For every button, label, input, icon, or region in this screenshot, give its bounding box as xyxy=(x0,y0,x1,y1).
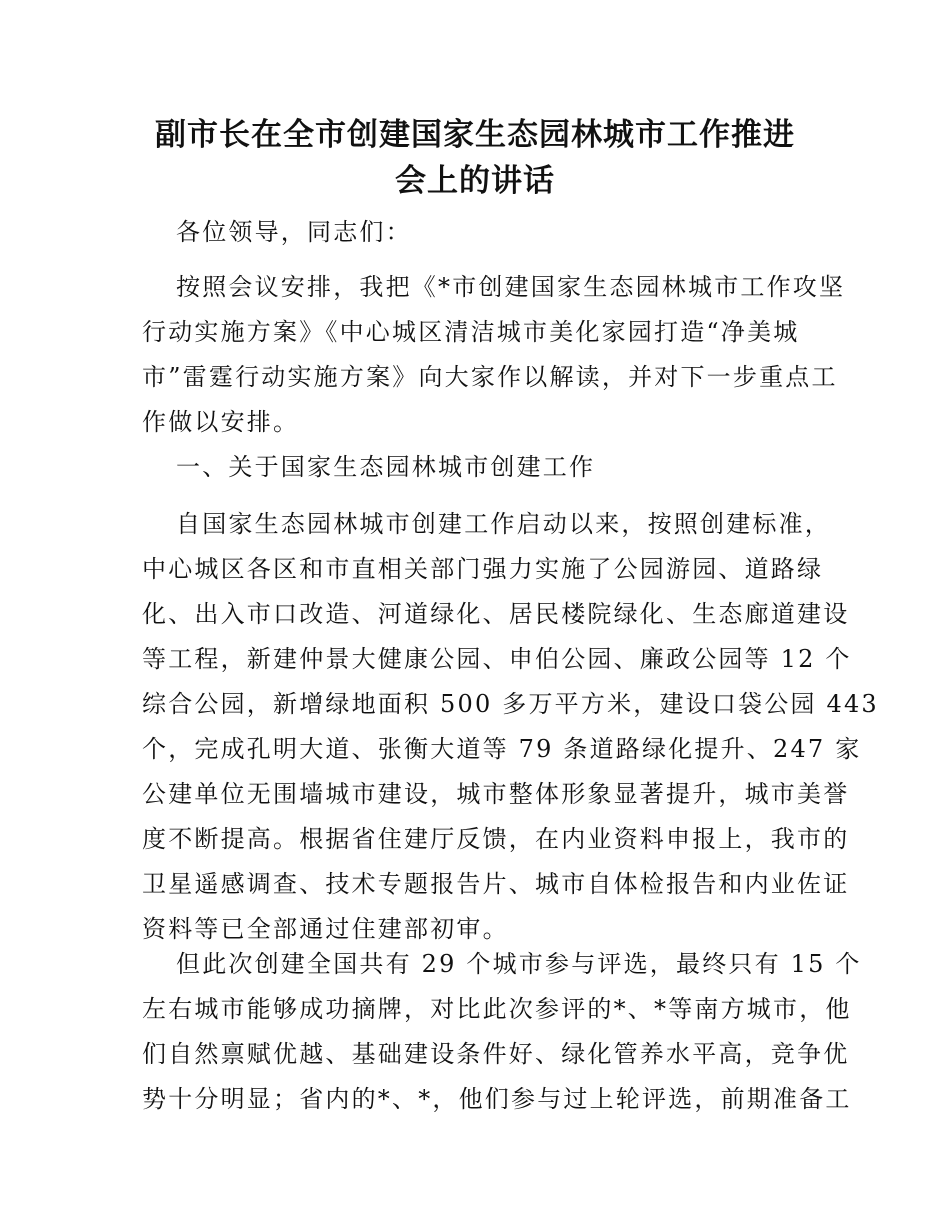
text-line: 按照会议安排，我把《*市创建国家生态园林城市工作攻坚 xyxy=(176,273,846,301)
text-line: 自国家生态园林城市创建工作启动以来，按照创建标准， xyxy=(176,510,831,538)
section-heading-text: 一、关于国家生态园林城市创建工作 xyxy=(176,453,596,481)
text-line: 度不断提高。根据省住建厅反馈，在内业资料申报上，我市的 xyxy=(142,825,850,853)
intro-text xyxy=(142,265,846,445)
text-line: 市”雷霆行动实施方案》向大家作以解读，并对下一步重点工 xyxy=(142,363,838,391)
text-line: 卫星遥感调查、技术专题报告片、城市自体检报告和内业佐证 xyxy=(142,870,850,898)
document-title xyxy=(120,112,830,204)
greeting-text: 各位领导，同志们： xyxy=(176,218,412,246)
greeting-paragraph xyxy=(142,210,812,255)
text-line: 中心城区各区和市直相关部门强力实施了公园游园、道路绿 xyxy=(142,555,824,583)
intro-paragraph xyxy=(142,265,846,445)
text-line: 化、出入市口改造、河道绿化、居民楼院绿化、生态廊道建设 xyxy=(142,600,850,628)
body-paragraph-1 xyxy=(142,502,879,952)
body-paragraph-2 xyxy=(142,942,862,1122)
text-line: 行动实施方案》《中心城区清洁城市美化家园打造“净美城 xyxy=(142,318,800,346)
paragraph-1-text xyxy=(142,502,879,952)
text-line: 作做以安排。 xyxy=(142,408,300,436)
text-line: 们自然禀赋优越、基础建设条件好、绿化管养水平高，竞争优 xyxy=(142,1040,850,1068)
text-line: 势十分明显；省内的*、*，他们参与过上轮评选，前期准备工 xyxy=(142,1085,852,1113)
text-line: 公建单位无围墙城市建设，城市整体形象显著提升，城市美誉 xyxy=(142,780,850,808)
text-line: 等工程，新建仲景大健康公园、申伯公园、廉政公园等 12 个 xyxy=(142,645,852,673)
text-line: 但此次创建全国共有 29 个城市参与评选，最终只有 15 个 xyxy=(176,950,862,978)
title-line: 会上的讲话 xyxy=(395,163,555,199)
text-line: 综合公园，新增绿地面积 500 多万平方米，建设口袋公园 443 xyxy=(142,690,879,718)
text-line: 个，完成孔明大道、张衡大道等 79 条道路绿化提升、247 家 xyxy=(142,735,862,763)
text-line: 左右城市能够成功摘牌，对比此次参评的*、*等南方城市，他 xyxy=(142,995,852,1023)
section-heading xyxy=(142,445,812,490)
paragraph-2-text xyxy=(142,942,862,1122)
text-line: 资料等已全部通过住建部初审。 xyxy=(142,915,509,943)
title-line: 副市长在全市创建国家生态园林城市工作推进 xyxy=(155,117,795,153)
